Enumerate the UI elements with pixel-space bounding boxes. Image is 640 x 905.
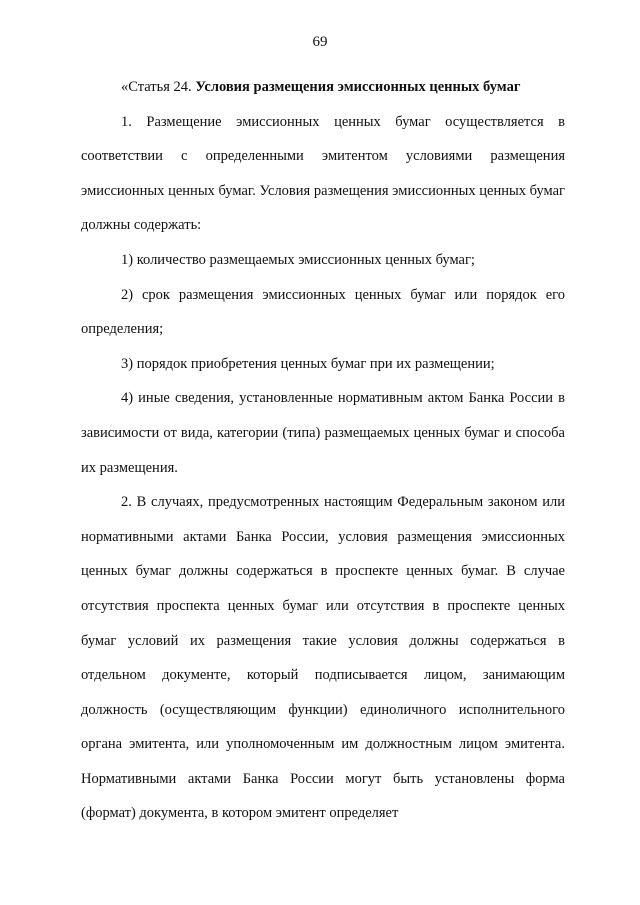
list-item-2: 2) срок размещения эмиссионных ценных бумаг или порядок его определения; xyxy=(81,286,565,338)
article-heading xyxy=(81,70,565,105)
document-body xyxy=(81,70,565,831)
page-number: 69 xyxy=(312,34,328,50)
article-title: Условия размещения эмиссионных ценных бумаг xyxy=(195,79,521,95)
list-item-3: 3) порядок приобретения ценных бумаг при их размещении; xyxy=(121,355,495,372)
paragraph-2: 2. В случаях, предусмотренных настоящим Федеральным законом или нормативными актами Банка России, условия размещения эмиссионных ценных бумаг должны содержаться в проспекте ценных бумаг. В случае отсутствия проспекта ценных бумаг или отсутствия в проспекте ценных бумаг условий их размещения такие условия должны содержаться в отдельном документе, который подписывается лицом, занимающим должность (осуществляющим функции) единоличного исполнительного органа эмитента, или уполномоченным им должностным лицом эмитента. Нормативными актами Банка России могут быть установлены форма (формат) документа, в котором эмитент определяет xyxy=(81,494,565,822)
list-item-4: 4) иные сведения, установленные нормативным актом Банка России в зависимости от вида, категории (типа) размещаемых ценных бумаг и способа их размещения. xyxy=(81,390,565,476)
paragraph-1: 1. Размещение эмиссионных ценных бумаг осуществляется в соответствии с определенными эмитентом условиями размещения эмиссионных ценных бумаг. Условия размещения эмиссионных ценных бумаг должны содержать: xyxy=(81,113,565,234)
article-prefix: «Статья 24. xyxy=(121,79,196,95)
list-item-1: 1) количество размещаемых эмиссионных ценных бумаг; xyxy=(121,251,475,268)
